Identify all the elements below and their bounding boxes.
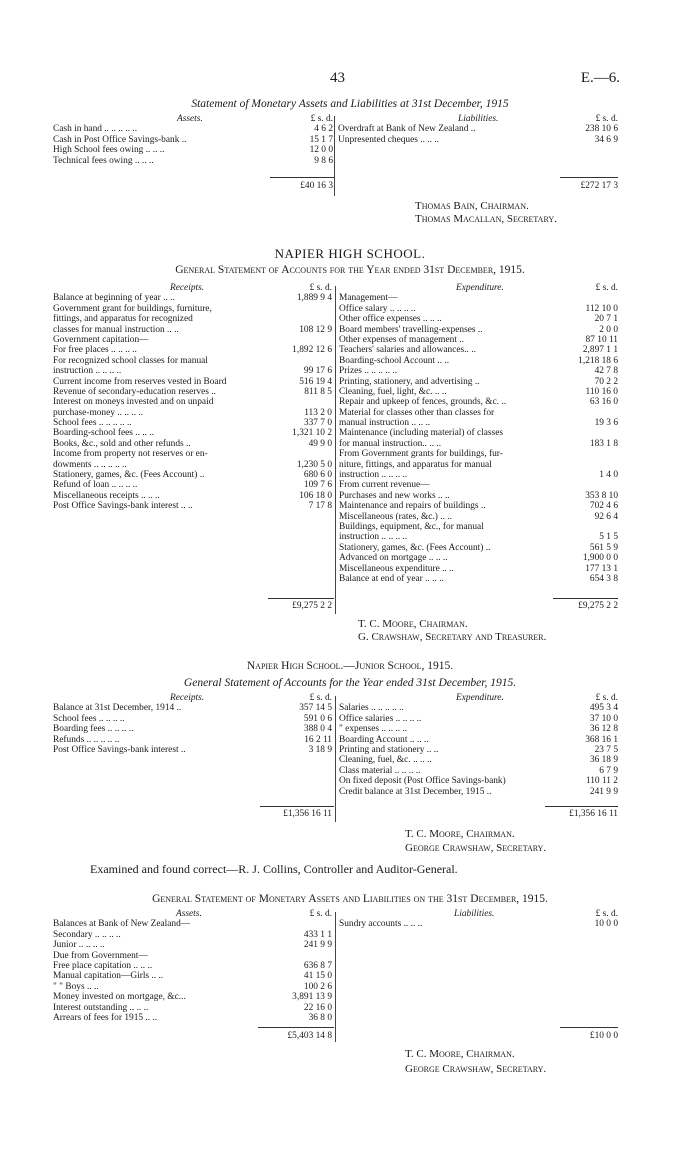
signature-secretary: G. Crawshaw, Secretary and Treasurer. — [358, 631, 547, 643]
ledger-item-amount: 36 8 0 — [308, 1012, 332, 1023]
ledger-row — [339, 325, 618, 335]
ledger-item-amount: 5 1 5 — [599, 532, 618, 543]
receipts-heading: Receipts. — [170, 283, 205, 293]
total-rule — [560, 1027, 618, 1028]
ledger-item-label: instruction .. .. .. .. — [53, 366, 122, 377]
assets-heading: Assets. — [176, 909, 202, 919]
lsd-heading: £ s. d. — [309, 693, 332, 703]
ledger-item-label: Credit balance at 31st December, 1915 .. — [339, 786, 492, 797]
ledger-item-amount: 42 7 8 — [594, 366, 618, 377]
ledger-row — [53, 971, 332, 981]
ledger-item-label: From current revenue— — [339, 480, 430, 491]
ledger-row — [53, 325, 332, 335]
ledger-row — [339, 512, 618, 522]
school-heading: NAPIER HIGH SCHOOL. — [274, 246, 426, 261]
ledger-item-label: Repair and upkeep of fences, grounds, &c. .. — [339, 397, 507, 408]
ledger-item-amount: 34 6 9 — [594, 134, 618, 145]
ledger-item-amount: 108 12 9 — [299, 324, 332, 335]
ledger-item-label: Boarding-school Account .. .. — [339, 355, 450, 366]
signature-secretary: Thomas Macallan, Secretary. — [415, 213, 557, 225]
ledger-item-label: Due from Government— — [53, 950, 148, 961]
ledger-item-label: Prizes .. .. .. .. .. — [339, 366, 398, 377]
ledger-item-amount: 4 6 2 — [314, 124, 333, 135]
signature-chairman: T. C. Moore, Chairman. — [405, 1048, 515, 1060]
ledger-item-label: Office salaries .. .. .. .. — [339, 713, 422, 724]
ledger-item-label: Miscellaneous (rates, &c.) .. .. — [339, 511, 452, 522]
ledger-row — [53, 982, 332, 992]
receipts-total: £1,356 16 11 — [283, 809, 332, 819]
ledger-item-label: Interest on moneys invested and on unpaid — [53, 397, 214, 408]
expenditure-total: £1,356 16 11 — [569, 809, 618, 819]
ledger-item-label: niture, fittings, and apparatus for manual — [339, 459, 492, 470]
ledger-row — [339, 439, 618, 449]
auditor-note: Examined and found correct—R. J. Collins, Controller and Auditor-General. — [90, 862, 458, 876]
ledger-item-label: Class material .. .. .. .. — [339, 765, 421, 776]
ledger-item-amount: 2,897 1 1 — [582, 345, 618, 356]
ledger-row — [53, 1003, 332, 1013]
ledger-item-amount: 702 4 6 — [589, 501, 618, 512]
ledger-item-label: Material for classes other than classes for — [339, 407, 495, 418]
ledger-item-amount: 23 7 5 — [594, 744, 618, 755]
ledger-item-label: From Government grants for buildings, fur- — [339, 449, 503, 460]
ledger-row — [53, 428, 332, 438]
ledger-item-label: Stationery, games, &c. (Fees Account) .. — [339, 542, 491, 553]
ledger-item-label: Miscellaneous receipts .. .. .. — [53, 490, 160, 501]
ledger-item-amount: 12 0 0 — [309, 145, 333, 156]
assets-total: £5,403 14 8 — [287, 1031, 332, 1041]
ledger-item-label: Secondary .. .. .. .. — [53, 929, 121, 940]
ledger-row — [53, 919, 332, 929]
ledger-row — [53, 470, 332, 480]
ledger-item-label: Office salary .. .. .. .. — [339, 303, 416, 314]
ledger-item-label: Advanced on mortgage .. .. .. — [339, 553, 448, 564]
ledger-row — [339, 574, 618, 584]
ledger-item-amount: 16 2 11 — [304, 734, 332, 745]
lsd-heading: £ s. d. — [309, 909, 332, 919]
ledger-item-label: Board members' travelling-expenses .. — [339, 324, 483, 335]
ledger-item-label: Technical fees owing .. .. .. — [53, 155, 154, 166]
liabilities-total: £10 0 0 — [589, 1031, 618, 1041]
ledger-row — [339, 480, 618, 490]
ledger-row — [339, 522, 618, 532]
ledger-item-label: Income from property not reserves or en- — [53, 449, 208, 460]
ledger-row — [339, 356, 618, 366]
ledger-row — [339, 564, 618, 574]
assets-heading: Assets. — [177, 114, 203, 124]
ledger-row — [53, 501, 332, 511]
liabilities-heading: Liabilities. — [458, 114, 499, 124]
ledger-row — [53, 724, 332, 734]
ledger-item-label: Post Office Savings-bank interest .. .. — [53, 501, 193, 512]
ledger-item-label: Other office expenses .. .. .. — [339, 314, 442, 325]
ledger-row — [53, 156, 333, 166]
ledger-item-amount: 113 2 0 — [304, 407, 332, 418]
ledger-row — [339, 787, 618, 797]
ledger-item-label: Government grant for buildings, furniture, — [53, 303, 212, 314]
total-rule — [260, 806, 334, 807]
ledger-item-label: fittings, and apparatus for recognized — [53, 314, 193, 325]
ledger-item-label: Cleaning, fuel, light, &c. .. .. — [339, 386, 447, 397]
ledger-item-label: Management— — [339, 293, 398, 304]
ledger-item-amount: 591 0 6 — [303, 713, 332, 724]
ledger-row — [53, 366, 332, 376]
ledger-item-amount: 49 9 0 — [308, 438, 332, 449]
ledger-item-label: For free places .. .. .. .. — [53, 345, 137, 356]
ledger-item-amount: 36 18 9 — [589, 755, 618, 766]
ledger-item-amount: 9 8 6 — [314, 155, 333, 166]
section4-title: General Statement of Monetary Assets and Liabilities on the 31st December, 1915. — [152, 893, 548, 905]
ledger-row — [53, 387, 332, 397]
ledger-row — [53, 735, 332, 745]
ledger-item-label: Revenue of secondary-education reserves .. — [53, 386, 216, 397]
ledger-row — [339, 408, 618, 418]
receipts-heading: Receipts. — [170, 693, 205, 703]
total-rule — [545, 806, 618, 807]
ledger-item-amount: 41 15 0 — [303, 971, 332, 982]
signature-secretary: George Crawshaw, Secretary. — [405, 842, 547, 854]
total-rule — [553, 598, 618, 599]
ledger-item-amount: 36 12 8 — [589, 724, 618, 735]
ledger-item-label: Boarding fees .. .. .. .. — [53, 724, 134, 735]
ledger-item-amount: 7 17 8 — [308, 501, 332, 512]
ledger-item-label: instruction .. .. .. .. — [339, 470, 408, 481]
column-divider — [335, 696, 336, 822]
ledger-row — [53, 930, 332, 940]
liabilities-total: £272 17 3 — [580, 181, 618, 191]
ledger-item-amount: 433 1 1 — [303, 929, 332, 940]
lsd-heading: £ s. d. — [309, 283, 332, 293]
ledger-item-amount: 22 16 0 — [303, 1002, 332, 1013]
ledger-row — [339, 491, 618, 501]
ledger-item-label: Boarding Account .. .. .. — [339, 734, 429, 745]
ledger-item-label: Boarding-school fees .. .. .. — [53, 428, 155, 439]
ledger-item-amount: 37 10 0 — [589, 713, 618, 724]
ledger-item-amount: 100 2 6 — [303, 981, 332, 992]
ledger-item-label: Books, &c., sold and other refunds .. — [53, 438, 191, 449]
ledger-row — [53, 397, 332, 407]
ledger-row — [53, 449, 332, 459]
ledger-item-amount: 20 7 1 — [594, 314, 618, 325]
ledger-item-label: Purchases and new works .. .. — [339, 490, 450, 501]
section1-liabilities — [338, 114, 618, 145]
ledger-row — [53, 951, 332, 961]
ledger-row — [53, 491, 332, 501]
ledger-item-label: " expenses .. .. .. .. — [339, 724, 408, 735]
ledger-row — [53, 377, 332, 387]
ledger-row — [53, 293, 332, 303]
ledger-item-label: Balance at end of year .. .. .. — [339, 573, 444, 584]
ledger-item-label: Cash in Post Office Savings-bank .. — [53, 134, 187, 145]
ledger-item-label: dowments .. .. .. .. .. — [53, 459, 127, 470]
ledger-row — [339, 703, 618, 713]
ledger-row — [339, 735, 618, 745]
ledger-row — [53, 145, 333, 155]
lsd-heading: £ s. d. — [595, 693, 618, 703]
page-reference: E.—6. — [580, 70, 620, 86]
ledger-item-label: For recognized school classes for manual — [53, 355, 208, 366]
ledger-item-label: classes for manual instruction .. .. — [53, 324, 179, 335]
ledger-row — [53, 314, 332, 324]
ledger-item-label: Buildings, equipment, &c., for manual — [339, 521, 484, 532]
ledger-item-amount: 109 7 6 — [303, 480, 332, 491]
section1-title: Statement of Monetary Assets and Liabilities at 31st December, 1915 — [191, 98, 509, 110]
ledger-item-label: Balances at Bank of New Zealand— — [53, 919, 191, 930]
ledger-row — [339, 377, 618, 387]
assets-total: £40 16 3 — [300, 181, 333, 191]
ledger-item-label: Maintenance and repairs of buildings .. — [339, 501, 486, 512]
ledger-item-label: purchase-money .. .. .. .. — [53, 407, 144, 418]
ledger-row — [53, 714, 332, 724]
liabilities-heading: Liabilities. — [454, 909, 495, 919]
ledger-row — [339, 724, 618, 734]
ledger-item-label: manual instruction .. .. .. — [339, 418, 431, 429]
ledger-row — [338, 124, 618, 134]
ledger-item-amount: 6 7 9 — [599, 765, 618, 776]
ledger-row — [53, 460, 332, 470]
ledger-row — [53, 335, 332, 345]
ledger-item-amount: 183 1 8 — [589, 438, 618, 449]
ledger-item-label: Other expenses of management .. — [339, 334, 464, 345]
ledger-item-amount: 110 16 0 — [585, 386, 618, 397]
lsd-heading: £ s. d. — [595, 909, 618, 919]
ledger-item-label: Refund of loan .. .. .. .. — [53, 480, 138, 491]
ledger-item-amount: 70 2 2 — [594, 376, 618, 387]
ledger-row — [339, 745, 618, 755]
section3-title: General Statement of Accounts for the Year ended 31st December, 1915. — [183, 677, 517, 689]
ledger-item-amount: 19 3 6 — [594, 418, 618, 429]
ledger-row — [339, 553, 618, 563]
ledger-row — [339, 543, 618, 553]
ledger-item-label: School fees .. .. .. .. .. — [53, 418, 132, 429]
ledger-row — [339, 314, 618, 324]
ledger-item-label: Balance at beginning of year .. .. — [53, 293, 175, 304]
ledger-row — [53, 439, 332, 449]
section1-assets — [53, 114, 333, 166]
ledger-row — [53, 1013, 332, 1023]
ledger-item-amount: 636 8 7 — [303, 960, 332, 971]
column-divider — [335, 912, 336, 1042]
ledger-row — [53, 418, 332, 428]
ledger-item-label: Maintenance (including material) of classes — [339, 428, 503, 439]
ledger-item-label: Post Office Savings-bank interest .. — [53, 744, 186, 755]
section2-expenditure — [339, 283, 618, 584]
column-divider — [335, 286, 336, 614]
ledger-row — [53, 703, 332, 713]
ledger-row — [339, 418, 618, 428]
ledger-item-label: Money invested on mortgage, &c... — [53, 992, 186, 1003]
ledger-item-amount: 368 16 1 — [585, 734, 618, 745]
ledger-item-amount: 87 10 11 — [585, 334, 618, 345]
lsd-heading: £ s. d. — [310, 114, 333, 124]
ledger-item-amount: 10 0 0 — [594, 919, 618, 930]
ledger-row — [53, 940, 332, 950]
ledger-item-label: Current income from reserves vested in Board — [53, 376, 227, 387]
ledger-row — [53, 408, 332, 418]
section4-assets — [53, 909, 332, 1023]
ledger-row — [339, 428, 618, 438]
ledger-row — [53, 961, 332, 971]
ledger-item-amount: 92 6 4 — [594, 511, 618, 522]
section2-title: General Statement of Accounts for the Year ended 31st December, 1915. — [175, 264, 525, 276]
signature-chairman: T. C. Moore, Chairman. — [405, 828, 515, 840]
signature-chairman: Thomas Bain, Chairman. — [415, 200, 529, 212]
ledger-row — [339, 766, 618, 776]
ledger-item-amount: 811 8 5 — [304, 386, 332, 397]
signature-secretary: George Crawshaw, Secretary. — [405, 1063, 547, 1075]
ledger-row — [53, 356, 332, 366]
total-rule — [268, 598, 334, 599]
expenditure-heading: Expenditure. — [456, 693, 504, 703]
ledger-item-amount: 353 8 10 — [585, 490, 618, 501]
ledger-row — [339, 293, 618, 303]
ledger-row — [339, 470, 618, 480]
ledger-row — [339, 304, 618, 314]
section2-receipts — [53, 283, 332, 512]
ledger-item-amount: 337 7 0 — [303, 418, 332, 429]
ledger-row — [339, 501, 618, 511]
ledger-item-label: Unpresented cheques .. .. .. — [338, 134, 440, 145]
receipts-total: £9,275 2 2 — [292, 601, 332, 611]
ledger-item-label: Cleaning, fuel, &c. .. .. .. — [339, 755, 432, 766]
ledger-row — [53, 124, 333, 134]
ledger-row — [53, 480, 332, 490]
ledger-row — [339, 366, 618, 376]
ledger-item-amount: 2 0 0 — [599, 324, 618, 335]
ledger-item-label: Teachers' salaries and allowances.. .. — [339, 345, 476, 356]
ledger-item-label: School fees .. .. .. .. — [53, 713, 125, 724]
ledger-row — [339, 345, 618, 355]
ledger-item-amount: 1,218 18 6 — [578, 355, 618, 366]
ledger-item-amount: 1,892 12 6 — [292, 345, 332, 356]
ledger-row — [339, 755, 618, 765]
ledger-item-amount: 241 9 9 — [303, 940, 332, 951]
ledger-item-label: Refunds .. .. .. .. .. — [53, 734, 120, 745]
ledger-item-amount: 357 14 5 — [299, 703, 332, 714]
junior-school-heading: Napier High School.—Junior School, 1915. — [246, 660, 454, 672]
ledger-item-amount: 1,321 10 2 — [292, 428, 332, 439]
lsd-heading: £ s. d. — [595, 114, 618, 124]
ledger-item-label: On fixed deposit (Post Office Savings-bank) — [339, 776, 506, 787]
ledger-item-amount: 1,889 9 4 — [296, 293, 332, 304]
ledger-item-label: for manual instruction.. .. .. — [339, 438, 442, 449]
section3-receipts — [53, 693, 332, 755]
lsd-heading: £ s. d. — [595, 283, 618, 293]
total-rule — [560, 177, 618, 178]
ledger-item-amount: 3 18 9 — [308, 744, 332, 755]
ledger-item-amount: 1,900 0 0 — [582, 553, 618, 564]
ledger-row — [339, 919, 618, 929]
ledger-item-label: Salaries .. .. .. .. .. — [339, 703, 404, 714]
ledger-item-label: Overdraft at Bank of New Zealand .. — [338, 124, 476, 135]
ledger-item-label: High School fees owing .. .. .. — [53, 145, 165, 156]
page-number: 43 — [330, 70, 345, 86]
ledger-item-amount: 1,230 5 0 — [296, 459, 332, 470]
ledger-item-label: Balance at 31st December, 1914 .. — [53, 703, 182, 714]
ledger-item-label: Manual capitation—Girls .. .. — [53, 971, 164, 982]
column-divider — [334, 116, 335, 196]
ledger-item-amount: 3,891 13 9 — [292, 992, 332, 1003]
section4-liabilities — [339, 909, 618, 930]
ledger-row — [53, 135, 333, 145]
ledger-item-label: Government capitation— — [53, 334, 149, 345]
ledger-item-label: Arrears of fees for 1915 .. .. — [53, 1012, 158, 1023]
ledger-row — [53, 992, 332, 1002]
total-rule — [258, 1027, 334, 1028]
expenditure-total: £9,275 2 2 — [578, 601, 618, 611]
signature-chairman: T. C. Moore, Chairman. — [358, 618, 468, 630]
ledger-item-amount: 561 5 9 — [589, 542, 618, 553]
ledger-row — [339, 532, 618, 542]
ledger-item-label: Cash in hand .. .. .. .. .. — [53, 124, 138, 135]
ledger-row — [339, 776, 618, 786]
ledger-item-label: Interest outstanding .. .. .. — [53, 1002, 149, 1013]
ledger-item-label: Miscellaneous expenditure .. .. — [339, 563, 454, 574]
ledger-item-amount: 106 18 0 — [299, 490, 332, 501]
ledger-item-label: instruction .. .. .. .. — [339, 532, 408, 543]
ledger-item-amount: 495 3 4 — [589, 703, 618, 714]
ledger-item-amount: 388 0 4 — [303, 724, 332, 735]
ledger-item-amount: 516 19 4 — [299, 376, 332, 387]
ledger-row — [53, 745, 332, 755]
section3-expenditure — [339, 693, 618, 797]
ledger-item-amount: 99 17 6 — [303, 366, 332, 377]
ledger-item-amount: 177 13 1 — [585, 563, 618, 574]
total-rule — [270, 177, 334, 178]
ledger-item-amount: 1 4 0 — [599, 470, 618, 481]
expenditure-heading: Expenditure. — [456, 283, 504, 293]
ledger-item-amount: 241 9 9 — [589, 786, 618, 797]
ledger-row — [339, 460, 618, 470]
ledger-item-label: Sundry accounts .. .. .. — [339, 919, 423, 930]
ledger-item-label: " " Boys .. .. — [53, 981, 99, 992]
ledger-row — [53, 345, 332, 355]
ledger-item-label: Printing, stationery, and advertising .. — [339, 376, 480, 387]
ledger-item-label: Stationery, games, &c. (Fees Account) .. — [53, 470, 205, 481]
ledger-item-label: Junior .. .. .. .. — [53, 940, 105, 951]
ledger-item-label: Free place capitation .. .. .. — [53, 960, 153, 971]
ledger-item-amount: 15 1 7 — [309, 134, 333, 145]
ledger-item-amount: 238 10 6 — [585, 124, 618, 135]
ledger-row — [339, 449, 618, 459]
ledger-item-amount: 654 3 8 — [589, 573, 618, 584]
ledger-row — [53, 304, 332, 314]
ledger-row — [339, 335, 618, 345]
ledger-row — [339, 387, 618, 397]
ledger-row — [339, 397, 618, 407]
ledger-item-amount: 110 11 2 — [585, 776, 618, 787]
ledger-item-amount: 63 16 0 — [589, 397, 618, 408]
ledger-row — [339, 714, 618, 724]
ledger-item-amount: 112 10 0 — [585, 303, 618, 314]
ledger-row — [338, 135, 618, 145]
ledger-item-amount: 680 6 0 — [303, 470, 332, 481]
ledger-item-label: Printing and stationery .. .. — [339, 744, 439, 755]
